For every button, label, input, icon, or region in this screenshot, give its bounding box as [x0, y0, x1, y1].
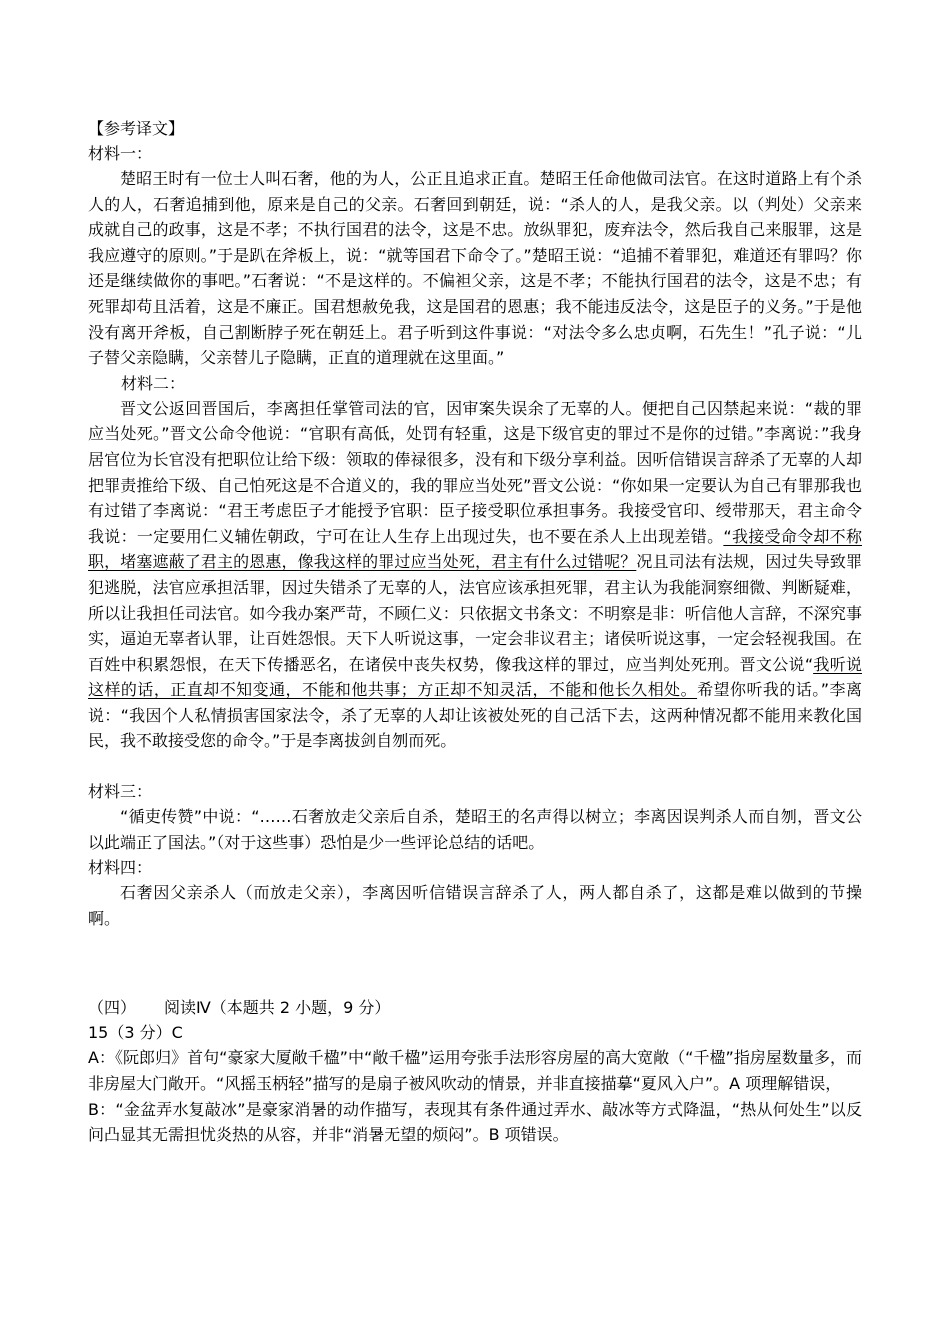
material-3-text: “循吏传赞”中说：“……石奢放走父亲后自杀，楚昭王的名声得以树立；李离因误判杀人而自刎，晋文公以此端正了国法。”（对于这些事）恐怕是少一些评论总结的话吧。: [88, 807, 862, 852]
material-2-text: [88, 396, 862, 754]
translation-heading: 【参考译文】: [88, 119, 185, 138]
question-15-answer: 15（3 分）C: [88, 1023, 183, 1043]
material-3-label: 材料三：: [88, 782, 153, 802]
option-b-analysis: B：“金盆弄水复敲冰”是豪家消暑的动作描写，表现其有条件通过弄水、敲冰等方式降温，“热从何处生”以反问凸显其无需担忧炎热的从容，并非“消暑无望的烦闷”。B 项错误。: [88, 1099, 862, 1145]
material-2-underlined-1: “我接受命令却不称职，堵塞遮蔽了君主的恩惠，像我这样的罪过应当处死，君主有什么过错呢？: [88, 526, 862, 572]
section-4-number: （四）: [88, 998, 137, 1018]
material-2-part-2: 况且司法有法规，因过失导致罪犯逃脱，法官应承担活罪，因过失错杀了无辜的人，法官应该承担死罪，君主认为我能洞察细微、判断疑难，所以让我担任司法官。如今我办案严苛，不顾仁义：只依据文书条文：不明察是非：听信他人言辞，不深究事实，逼迫无辜者认罪，让百姓怨恨。天下人听说这事，一定会非议君主；诸侯听说这事，一定会轻视我国。在百姓中积累怨恨，在天下传播恶名，在诸侯中丧失权势，像我这样的罪过，应当判处死刑。晋文公说“: [88, 552, 862, 674]
material-2-label: 材料二：: [121, 373, 186, 393]
material-1-text: 楚昭王时有一位士人叫石奢，他的为人，公正且追求正直。楚昭王任命他做司法官。在这时道路上有个杀人的人，石奢追捕到他，原来是自己的父亲。石奢回到朝廷，说：“杀人的人，是我父亲。以（判处）父亲来成就自己的政事，这是不孝；不执行国君的法令，这是不忠。放纵罪犯，废弃法令，然后我自己来服罪，这是我应遵守的原则。”于是趴在斧板上，说：“就等国君下命令了。”楚昭王说：“追捕不着罪犯，难道还有罪吗？你还是继续做你的事吧。”石奢说：“不是这样的。不偏袒父亲，这是不孝；不能执行国君的法令，这是不忠；有死罪却苟且活着，这是不廉正。国君想赦免我，这是国君的恩惠；我不能违反法令，这是臣子的义务。”于是他没有离开斧板，自己割断脖子死在朝廷上。君子听到这件事说：“对法令多么忠贞啊，石先生！”孔子说：“儿子替父亲隐瞒，父亲替儿子隐瞒，正直的道理就在这里面。”: [88, 169, 862, 368]
material-4-text: 石奢因父亲杀人（而放走父亲），李离因听信错误言辞杀了人，两人都自杀了，这都是难以做到的节操啊。: [88, 883, 862, 928]
section-4-title: 阅读Ⅳ（本题共 2 小题，9 分）: [164, 998, 391, 1018]
document-page: [88, 116, 862, 1148]
material-2-part-3: 希望你听我的话。”李离说：“我因个人私情损害国家法令，杀了无辜的人却让该被处死的自己活下去，这两种情况都不能用来教化国民，我不敢接受您的命令。”于是李离拔剑自刎而死。: [88, 680, 862, 751]
material-2-underlined-2: 我听说这样的话，正直却不知变通，不能和他共事；方正却不知灵活，不能和他长久相处。: [88, 654, 862, 700]
section-4-heading: [88, 995, 862, 1020]
material-2-part-1: 晋文公返回晋国后，李离担任掌管司法的官，因审案失误余了无辜的人。便把自己囚禁起来说：“裁的罪应当处死。”晋文公命令他说：“官职有高低，处罚有轻重，这是下级官吏的罪过不是你的过错。”李离说：”我身居官位为长官没有把职位让给下级：领取的俸禄很多，没有和下级分享利益。因听信错误言辞杀了无辜的人却把罪责推给下级、自己怕死这是不合道义的，我的罪应当处死”晋文公说：“你如果一定要认为自己有罪那我也有过错了李离说：“君王考虑臣子才能授予官职：臣子接受职位承担事务。我接受官印、绶带那天，君主命令我说：一定要用仁义辅佐朝政，宁可在让人生存上出现过失，也不要在杀人上出现差错。: [88, 398, 862, 546]
option-a-analysis: A：《阮郎归》首句“豪家大厦敞千楹”中“敞千楹”运用夸张手法形容房屋的高大宽敞（“千楹”指房屋数量多，而非房屋大门敞开。“风摇玉柄轻”描写的是扇子被风吹动的情景，并非直接描摹“夏风入户”。A 项理解错误，: [88, 1048, 862, 1094]
material-4-label: 材料四：: [88, 858, 153, 878]
material-1-label: 材料一：: [88, 144, 153, 163]
